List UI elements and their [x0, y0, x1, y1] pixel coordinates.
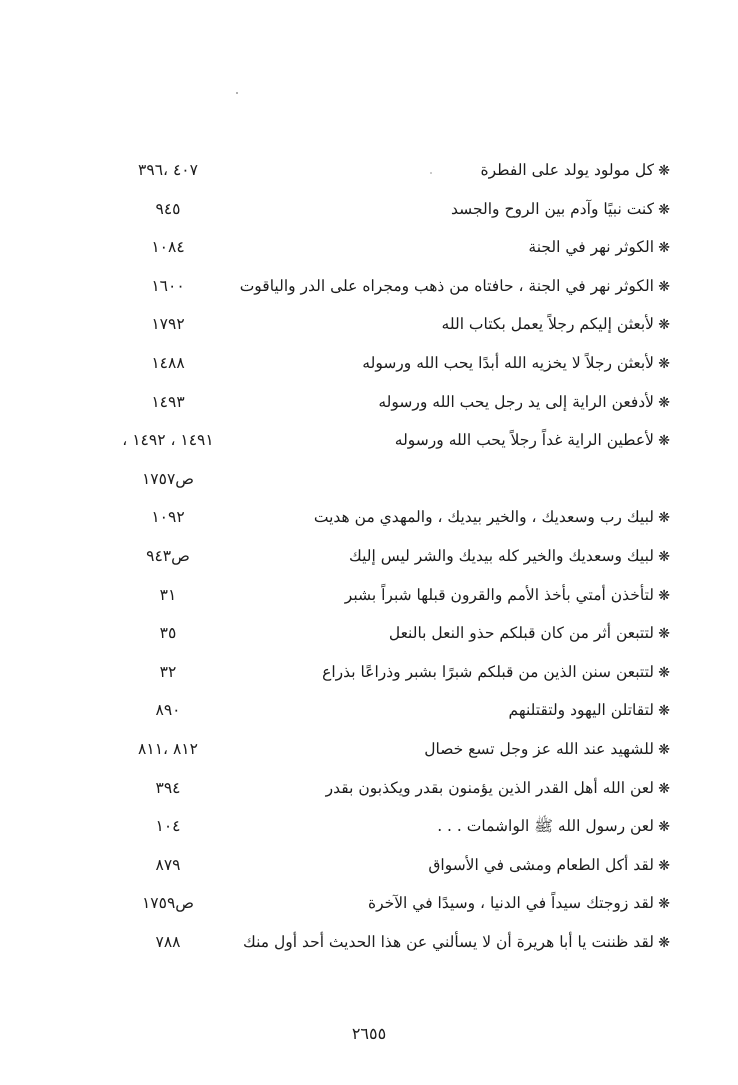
hadith-text: لقد زوجتك سيداً في الدنيا ، وسيدًا في الآخرة: [367, 894, 654, 913]
hadith-reference-number: ٧٨٨: [155, 932, 181, 951]
hadith-reference-number: ٩٤٥: [155, 199, 181, 218]
hadith-reference-number: ١٤٩١ ، ١٤٩٢ ،: [122, 431, 214, 450]
index-entry: [100, 308, 670, 347]
scan-speck: [236, 92, 238, 94]
index-entry: [100, 694, 670, 733]
hadith-text: لقد أكل الطعام ومشى في الأسواق: [428, 855, 654, 874]
index-entry: [100, 386, 670, 425]
index-entry: [100, 579, 670, 618]
hadith-reference-number: ص١٧٥٧: [141, 469, 195, 488]
hadith-text: لبيك وسعديك والخير كله بيديك والشر ليس إليك: [349, 546, 654, 565]
hadith-text: الكوثر نهر في الجنة ، حافتاه من ذهب ومجراه على الدر والياقوت: [239, 276, 654, 295]
hadith-text: لبيك رب وسعديك ، والخير بيديك ، والمهدي من هديت: [313, 508, 654, 527]
hadith-text: لأبعثن رجلاً لا يخزيه الله أبدًا يحب الله ورسوله: [362, 353, 654, 372]
hadith-text: كل مولود يولد على الفطرة: [480, 161, 654, 179]
hadith-text: لأبعثن إليكم رجلاً يعمل بكتاب الله: [441, 315, 654, 334]
hadith-reference-number: ص٩٤٣: [146, 546, 190, 565]
bullet-star-icon: ❋: [658, 240, 670, 257]
hadith-text: لأدفعن الراية إلى يد رجل يحب الله ورسوله: [378, 392, 654, 411]
hadith-reference-number: ص١٧٥٩: [141, 894, 195, 913]
index-entry: [100, 810, 670, 849]
bullet-star-icon: ❋: [658, 664, 670, 681]
hadith-text: لعن رسول الله ﷺ الواشمات . . .: [437, 817, 654, 836]
hadith-text: لتأخذن أمتي بأخذ الأمم والقرون قبلها شبراً بشبر: [344, 585, 654, 604]
hadith-text: لأعطين الراية غداً رجلاً يحب الله ورسوله: [394, 431, 654, 450]
index-entry: [100, 154, 670, 193]
index-entry: [100, 231, 670, 270]
hadith-reference-number: ١٠٨٤: [151, 238, 185, 257]
index-entry: [100, 617, 670, 656]
index-entry: [100, 656, 670, 695]
bullet-star-icon: ❋: [658, 741, 670, 758]
index-entry: [100, 270, 670, 309]
page-number: ٢٦٥٥: [351, 1024, 387, 1043]
bullet-star-icon: ❋: [658, 163, 670, 179]
index-entry: [100, 887, 670, 926]
bullet-star-icon: ❋: [658, 201, 670, 218]
bullet-star-icon: ❋: [658, 780, 670, 797]
index-entry: [100, 772, 670, 811]
bullet-star-icon: ❋: [658, 703, 670, 720]
index-entry: [100, 540, 670, 579]
bullet-star-icon: ❋: [658, 819, 670, 836]
hadith-reference-number: ١٧٩٢: [151, 315, 185, 334]
hadith-text: لقد ظننت يا أبا هريرة أن لا يسألني عن هذا الحديث أحد أول منك: [243, 932, 654, 951]
index-entry: [100, 424, 670, 463]
bullet-star-icon: ❋: [658, 433, 670, 450]
bullet-star-icon: ❋: [658, 394, 670, 411]
hadith-text: لتتبعن سنن الذين من قبلكم شبرًا بشبر وذراعًا بذراع: [322, 662, 654, 681]
index-entry: [100, 347, 670, 386]
index-entry: [100, 501, 670, 540]
hadith-reference-number: ٨٧٩: [155, 855, 181, 874]
hadith-reference-number: ١٤٩٣: [151, 392, 185, 411]
hadith-text: لعن الله أهل القدر الذين يؤمنون بقدر ويكذبون بقدر: [325, 778, 654, 797]
hadith-reference-number: ٤٠٧ ،٣٩٦: [138, 161, 198, 179]
hadith-text: كنت نبيًا وآدم بين الروح والجسد: [451, 199, 654, 218]
bullet-star-icon: ❋: [658, 626, 670, 643]
bullet-star-icon: ❋: [658, 587, 670, 604]
bullet-star-icon: ❋: [658, 278, 670, 295]
hadith-text: لتقاتلن اليهود ولتقتلنهم: [508, 701, 654, 720]
hadith-text: للشهيد عند الله عز وجل تسع خصال: [424, 739, 654, 758]
bullet-star-icon: ❋: [658, 510, 670, 527]
hadith-reference-number: ٣٩٤: [155, 778, 181, 797]
bullet-star-icon: ❋: [658, 857, 670, 874]
bullet-star-icon: ❋: [658, 317, 670, 334]
index-entry: [100, 849, 670, 888]
hadith-index-list: [100, 154, 670, 964]
hadith-reference-number: ٨١٢ ،٨١١: [138, 739, 198, 758]
index-entry: [100, 193, 670, 232]
index-entry: [100, 463, 670, 502]
bullet-star-icon: ❋: [658, 934, 670, 951]
index-entry: [100, 733, 670, 772]
hadith-reference-number: ٨٩٠: [155, 701, 181, 720]
hadith-reference-number: ٣١: [159, 585, 177, 604]
hadith-reference-number: ١٤٨٨: [151, 353, 185, 372]
index-entry: [100, 926, 670, 965]
hadith-text: لتتبعن أثر من كان قبلكم حذو النعل بالنعل: [388, 624, 654, 643]
hadith-reference-number: ١٠٩٢: [151, 508, 185, 527]
bullet-star-icon: ❋: [658, 896, 670, 913]
hadith-reference-number: ٣٢: [159, 662, 177, 681]
hadith-text: الكوثر نهر في الجنة: [528, 238, 654, 257]
bullet-star-icon: ❋: [658, 548, 670, 565]
hadith-reference-number: ٣٥: [159, 624, 177, 643]
hadith-reference-number: ١٦٠٠: [151, 276, 185, 295]
bullet-star-icon: ❋: [658, 355, 670, 372]
hadith-reference-number: ١٠٤: [155, 817, 181, 836]
